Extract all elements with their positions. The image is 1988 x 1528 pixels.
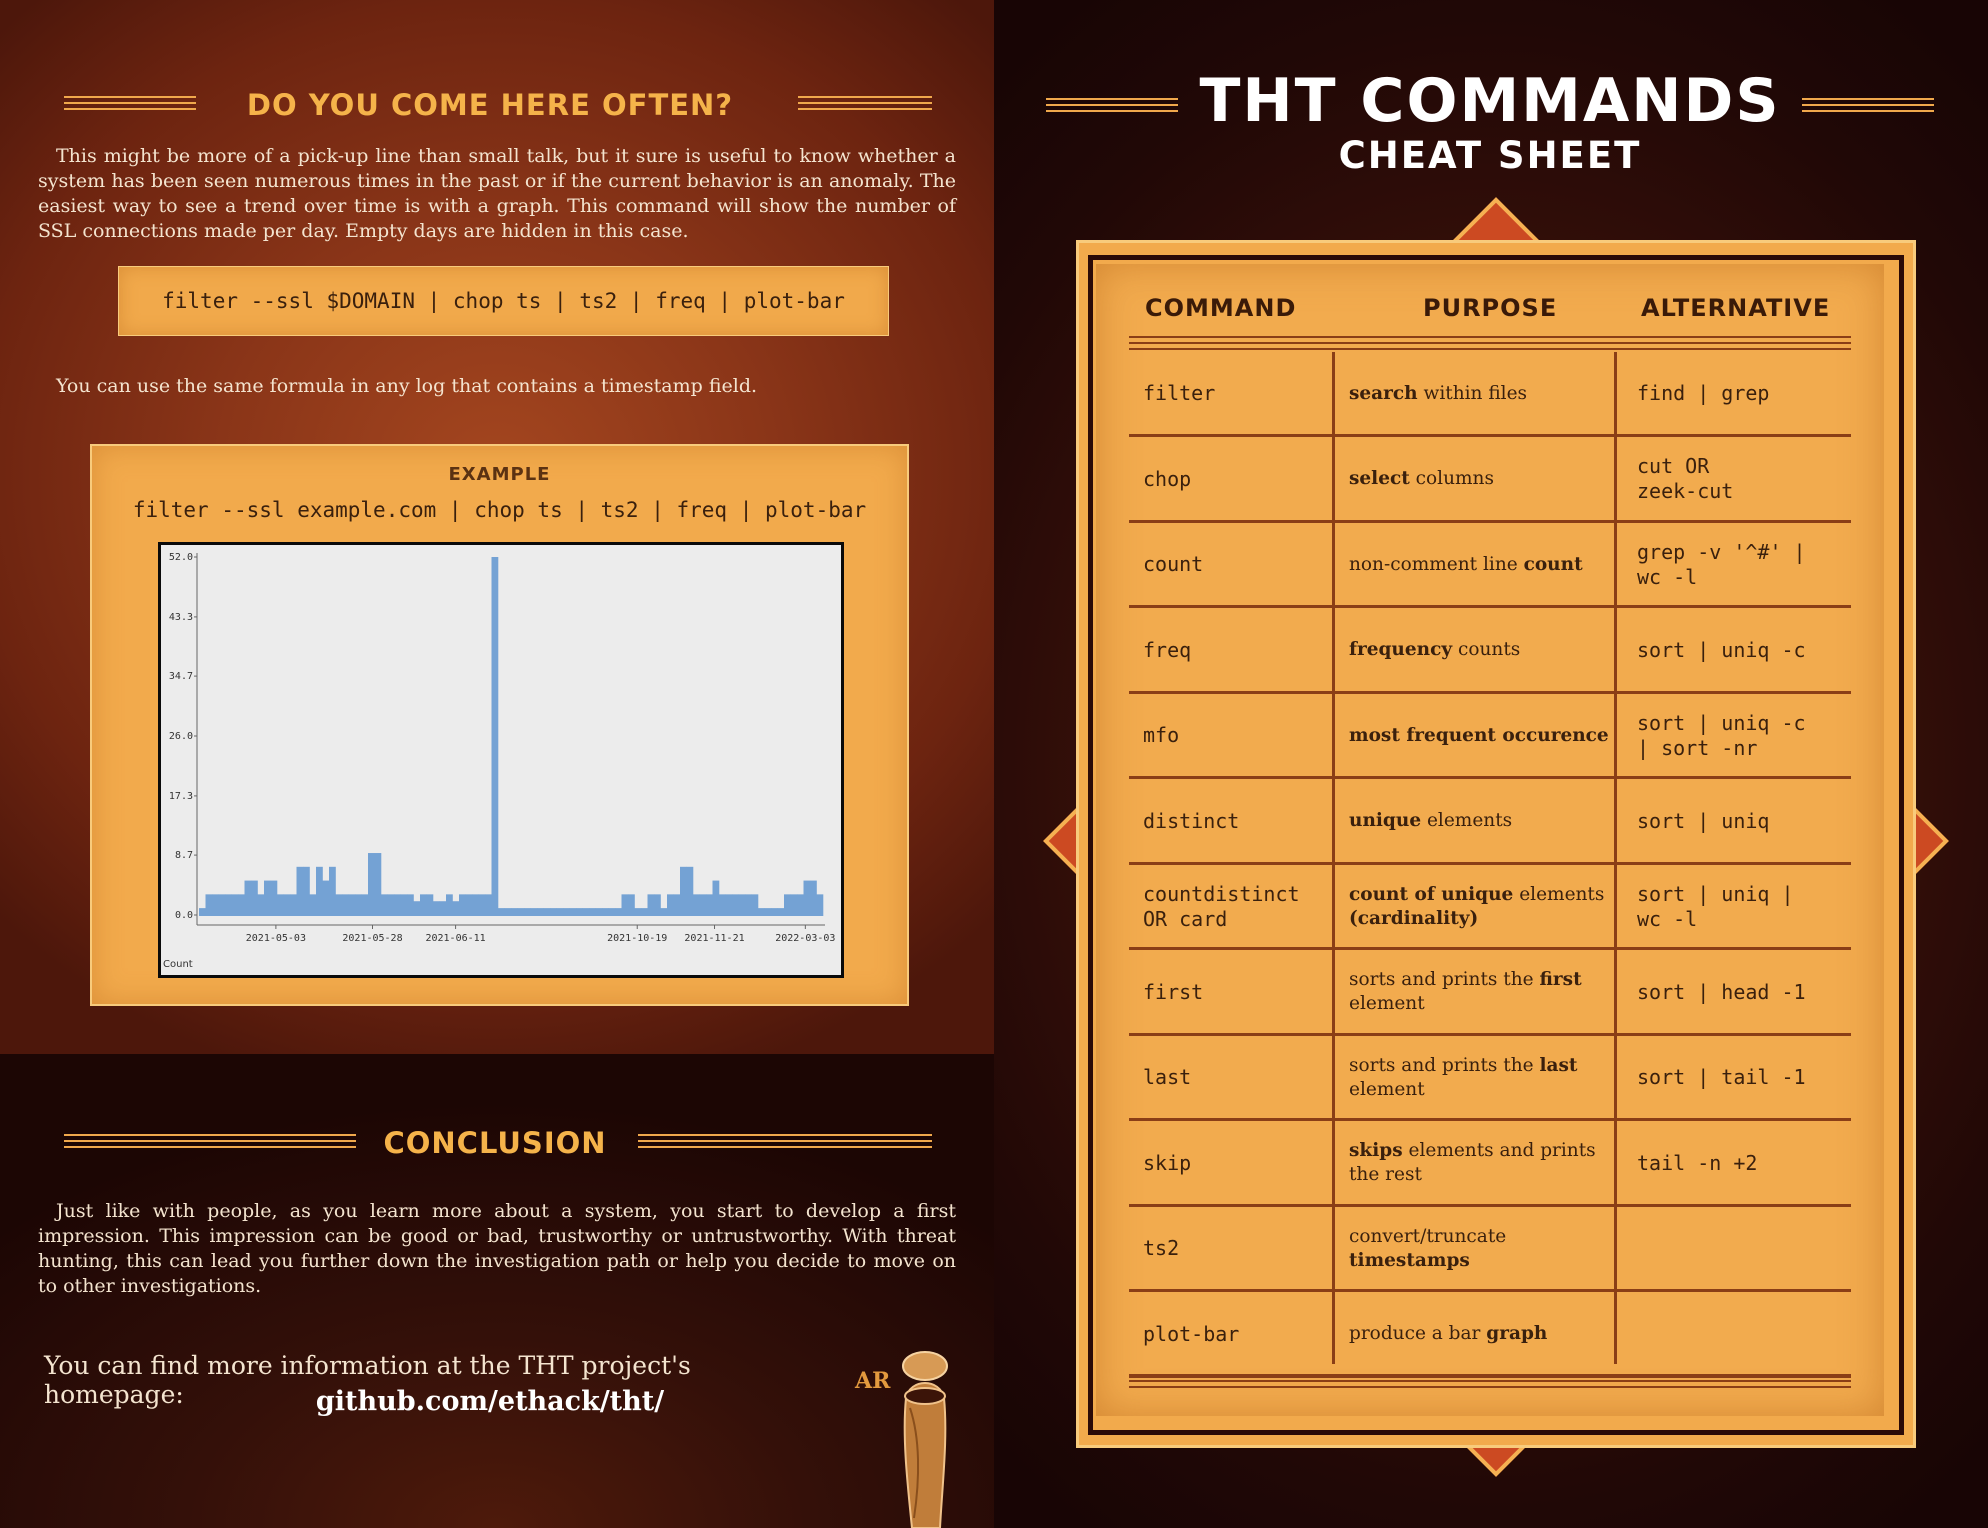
bar <box>485 894 492 916</box>
command-box <box>118 266 889 336</box>
alternative-cell: sort | uniq | wc -l <box>1637 881 1794 931</box>
bar <box>550 908 557 916</box>
bar <box>817 894 824 916</box>
bar <box>641 908 648 916</box>
example-panel <box>90 444 909 1006</box>
section-title-often: DO YOU COME HERE OFTEN? <box>246 88 734 122</box>
alternative-cell: sort | uniq -c | sort -nr <box>1637 710 1806 760</box>
section-title-conclusion: CONCLUSION <box>383 1126 607 1160</box>
x-tick-label: 2021-11-21 <box>684 933 745 944</box>
header-rule-3 <box>1129 348 1851 350</box>
bar <box>563 908 570 916</box>
bar <box>394 894 401 916</box>
bar <box>622 894 629 916</box>
bar <box>700 894 707 916</box>
bar <box>609 908 616 916</box>
bar <box>219 894 226 916</box>
bar <box>329 867 336 916</box>
bar <box>199 908 206 916</box>
bar <box>570 908 577 916</box>
example-command: filter --ssl example.com | chop ts | ts2 | freq | plot-bar <box>132 498 867 522</box>
bar <box>765 908 772 916</box>
bar <box>349 894 356 916</box>
bar <box>290 894 297 916</box>
bar <box>518 908 525 916</box>
alternative-cell: sort | head -1 <box>1637 979 1806 1004</box>
command-cell: first <box>1143 979 1204 1004</box>
command-cell: distinct <box>1143 808 1240 833</box>
purpose-cell: convert/truncate timestamps <box>1349 1225 1507 1271</box>
alternative-cell: find | grep <box>1637 381 1770 405</box>
bar <box>667 894 674 916</box>
main-title: THT COMMANDS <box>1199 66 1781 136</box>
bar <box>225 894 232 916</box>
bar <box>323 881 330 916</box>
alternative-cell: sort | tail -1 <box>1637 1065 1806 1089</box>
bar <box>258 894 265 916</box>
bar <box>778 908 785 916</box>
bar <box>238 894 245 916</box>
bar <box>531 908 538 916</box>
bar <box>446 894 453 916</box>
table-row <box>1129 1293 1851 1376</box>
conclusion-ornament-right <box>638 1134 932 1154</box>
purpose-cell: sorts and prints the last element <box>1349 1054 1578 1100</box>
heading-ornament-left <box>64 96 196 116</box>
title-ornament-right <box>1802 98 1934 118</box>
alternative-cell <box>1637 1293 1847 1376</box>
alternative-cell <box>1637 1207 1847 1290</box>
bar <box>797 894 804 916</box>
bar <box>381 894 388 916</box>
bar <box>342 894 349 916</box>
bar <box>427 894 434 916</box>
intro-paragraph: This might be more of a pick-up line than small talk, but it sure is useful to know whether a system has been seen numerous times in the past or if the current behavior is an anomaly. The easiest way to see a trend over time is with a graph. This command will show the number of SSL connections made per day. Empty days are hidden in this case. <box>38 145 956 242</box>
purpose-cell: skips elements and prints the rest <box>1349 1140 1596 1185</box>
bar <box>810 881 817 916</box>
bar <box>687 867 694 916</box>
bar <box>511 908 518 916</box>
homepage-link[interactable]: github.com/ethack/tht/ <box>315 1386 665 1417</box>
purpose-cell: count of unique elements (cardinality) <box>1349 883 1605 929</box>
bar <box>414 901 421 916</box>
bar <box>453 901 460 916</box>
command-text: filter --ssl $DOMAIN | chop ts | ts2 | freq | plot-bar <box>162 289 845 313</box>
footer-rule-1 <box>1129 1374 1851 1376</box>
column-divider-2 <box>1614 352 1617 1364</box>
y-tick-label: 52.0 <box>168 552 193 563</box>
bar <box>420 894 427 916</box>
title-ornament-left <box>1046 98 1178 118</box>
alternative-cell: tail -n +2 <box>1637 1150 1758 1175</box>
y-tick-label: 8.7 <box>174 850 193 862</box>
bar <box>232 894 239 916</box>
purpose-cell: most frequent occurence <box>1349 724 1609 746</box>
bar <box>726 894 733 916</box>
bar <box>310 894 317 916</box>
x-tick-label: 2021-05-03 <box>245 933 306 944</box>
command-cell: plot-bar <box>1143 1321 1240 1346</box>
header-rule-2 <box>1129 342 1851 344</box>
command-cell: ts2 <box>1143 1236 1180 1260</box>
bar <box>596 908 603 916</box>
heading-ornament-right <box>798 96 932 116</box>
bar <box>297 867 304 916</box>
header-command: COMMAND <box>1145 294 1297 322</box>
bar <box>661 908 668 916</box>
alternative-cell: sort | uniq <box>1637 808 1770 833</box>
bar <box>368 853 375 916</box>
table-row <box>1129 780 1851 863</box>
bar <box>680 867 687 916</box>
table-row <box>1129 951 1851 1034</box>
footer-rule-2 <box>1129 1380 1851 1382</box>
footer-rule-3 <box>1129 1386 1851 1388</box>
alternative-cell: cut OR zeek-cut <box>1637 454 1734 503</box>
bar <box>752 894 759 916</box>
conclusion-ornament-left <box>64 1134 356 1154</box>
bar <box>713 881 720 916</box>
bar <box>355 894 362 916</box>
bar <box>602 908 609 916</box>
bar <box>303 867 310 916</box>
table-row <box>1129 1207 1851 1290</box>
bar <box>277 894 284 916</box>
bar <box>791 894 798 916</box>
x-tick-label: 2021-05-28 <box>342 933 403 944</box>
bar <box>472 894 479 916</box>
table-row <box>1129 609 1851 692</box>
bar <box>440 901 447 916</box>
bar <box>336 894 343 916</box>
bar <box>745 894 752 916</box>
bar <box>271 881 278 916</box>
alternative-cell: sort | uniq -c <box>1637 637 1806 662</box>
table-row <box>1129 523 1851 606</box>
command-cell: skip <box>1143 1150 1192 1175</box>
bar <box>583 908 590 916</box>
bar <box>537 908 544 916</box>
command-cell: count <box>1143 552 1204 576</box>
purpose-cell: sorts and prints the first element <box>1349 969 1582 1014</box>
bar <box>407 894 414 916</box>
header-purpose: PURPOSE <box>1423 294 1558 322</box>
more-info-text: You can find more information at the THT project's homepage: <box>44 1351 691 1409</box>
bar <box>466 894 473 916</box>
bar <box>264 881 271 916</box>
x-tick-label: 2021-06-11 <box>425 933 486 944</box>
alternative-cell: grep -v '^#' | wc -l <box>1637 539 1806 589</box>
purpose-cell: search within files <box>1349 382 1528 404</box>
table-row <box>1129 865 1851 948</box>
y-tick-label: 17.3 <box>168 790 193 802</box>
purpose-cell: produce a bar graph <box>1349 1323 1548 1344</box>
bar <box>362 894 369 916</box>
y-tick-label: 43.3 <box>168 611 193 623</box>
bar <box>589 908 596 916</box>
bar <box>479 894 486 916</box>
bar-chart <box>158 542 844 978</box>
bar <box>557 908 564 916</box>
bar <box>732 894 739 916</box>
purpose-cell: unique elements <box>1349 810 1513 831</box>
bar <box>284 894 291 916</box>
example-label: EXAMPLE <box>448 464 551 485</box>
bar <box>648 894 655 916</box>
bar <box>615 908 622 916</box>
bar <box>316 867 323 916</box>
y-tick-label: 0.0 <box>174 910 193 921</box>
bar <box>524 908 531 916</box>
bar <box>758 908 765 916</box>
bar <box>693 894 700 916</box>
header-rule-1 <box>1129 336 1851 338</box>
table-row <box>1129 694 1851 777</box>
bar <box>251 881 258 916</box>
bar <box>804 881 811 916</box>
purpose-cell: frequency counts <box>1349 639 1521 660</box>
bar <box>576 908 583 916</box>
x-tick-label: 2021-10-19 <box>607 933 668 944</box>
bar <box>401 894 408 916</box>
bar <box>498 908 505 916</box>
bar <box>635 908 642 916</box>
command-cell: freq <box>1143 637 1192 662</box>
bar <box>433 901 440 916</box>
bar <box>654 894 661 916</box>
table-row <box>1129 352 1851 435</box>
conclusion-paragraph: Just like with people, as you learn more about a system, you start to develop a first impression. This impression can be good or bad, trustworthy or untrustworthy. With threat hunting, this can lead you further down the investigation path or help you decide to move on to other investigations. <box>38 1200 956 1297</box>
y-tick-label: 26.0 <box>168 731 193 742</box>
x-tick-label: 2022-03-03 <box>775 933 836 944</box>
table-row <box>1129 1122 1851 1205</box>
purpose-cell: non-comment line count <box>1349 553 1583 575</box>
table-row <box>1129 1036 1851 1119</box>
bar <box>212 894 219 916</box>
command-cell: filter <box>1143 381 1216 405</box>
command-cell: last <box>1143 1065 1192 1089</box>
artist-signature: AR <box>855 1368 891 1394</box>
purpose-cell: select columns <box>1349 468 1494 489</box>
bar <box>706 894 713 916</box>
y-tick-label: 34.7 <box>168 671 193 683</box>
bar <box>375 853 382 916</box>
command-cell: countdistinct OR card <box>1143 881 1300 931</box>
y-axis-label: Count <box>163 959 193 970</box>
bar <box>719 894 726 916</box>
bar <box>505 908 512 916</box>
command-cell: mfo <box>1143 723 1180 747</box>
command-cell: chop <box>1143 466 1192 491</box>
bar <box>206 894 213 916</box>
bar <box>492 557 499 916</box>
table-row <box>1129 438 1851 521</box>
chart-svg <box>161 545 841 975</box>
bar <box>739 894 746 916</box>
bar <box>784 894 791 916</box>
bar <box>459 894 466 916</box>
formula-note: You can use the same formula in any log that contains a timestamp field. <box>56 375 758 397</box>
header-alternative: ALTERNATIVE <box>1641 294 1831 322</box>
pitcher-plant-illustration <box>880 1338 970 1528</box>
sub-title: CHEAT SHEET <box>1338 134 1642 177</box>
bar <box>674 894 681 916</box>
column-divider-1 <box>1332 352 1335 1364</box>
bar <box>388 894 395 916</box>
bar <box>628 894 635 916</box>
bar <box>771 908 778 916</box>
bar <box>544 908 551 916</box>
bar <box>245 881 252 916</box>
